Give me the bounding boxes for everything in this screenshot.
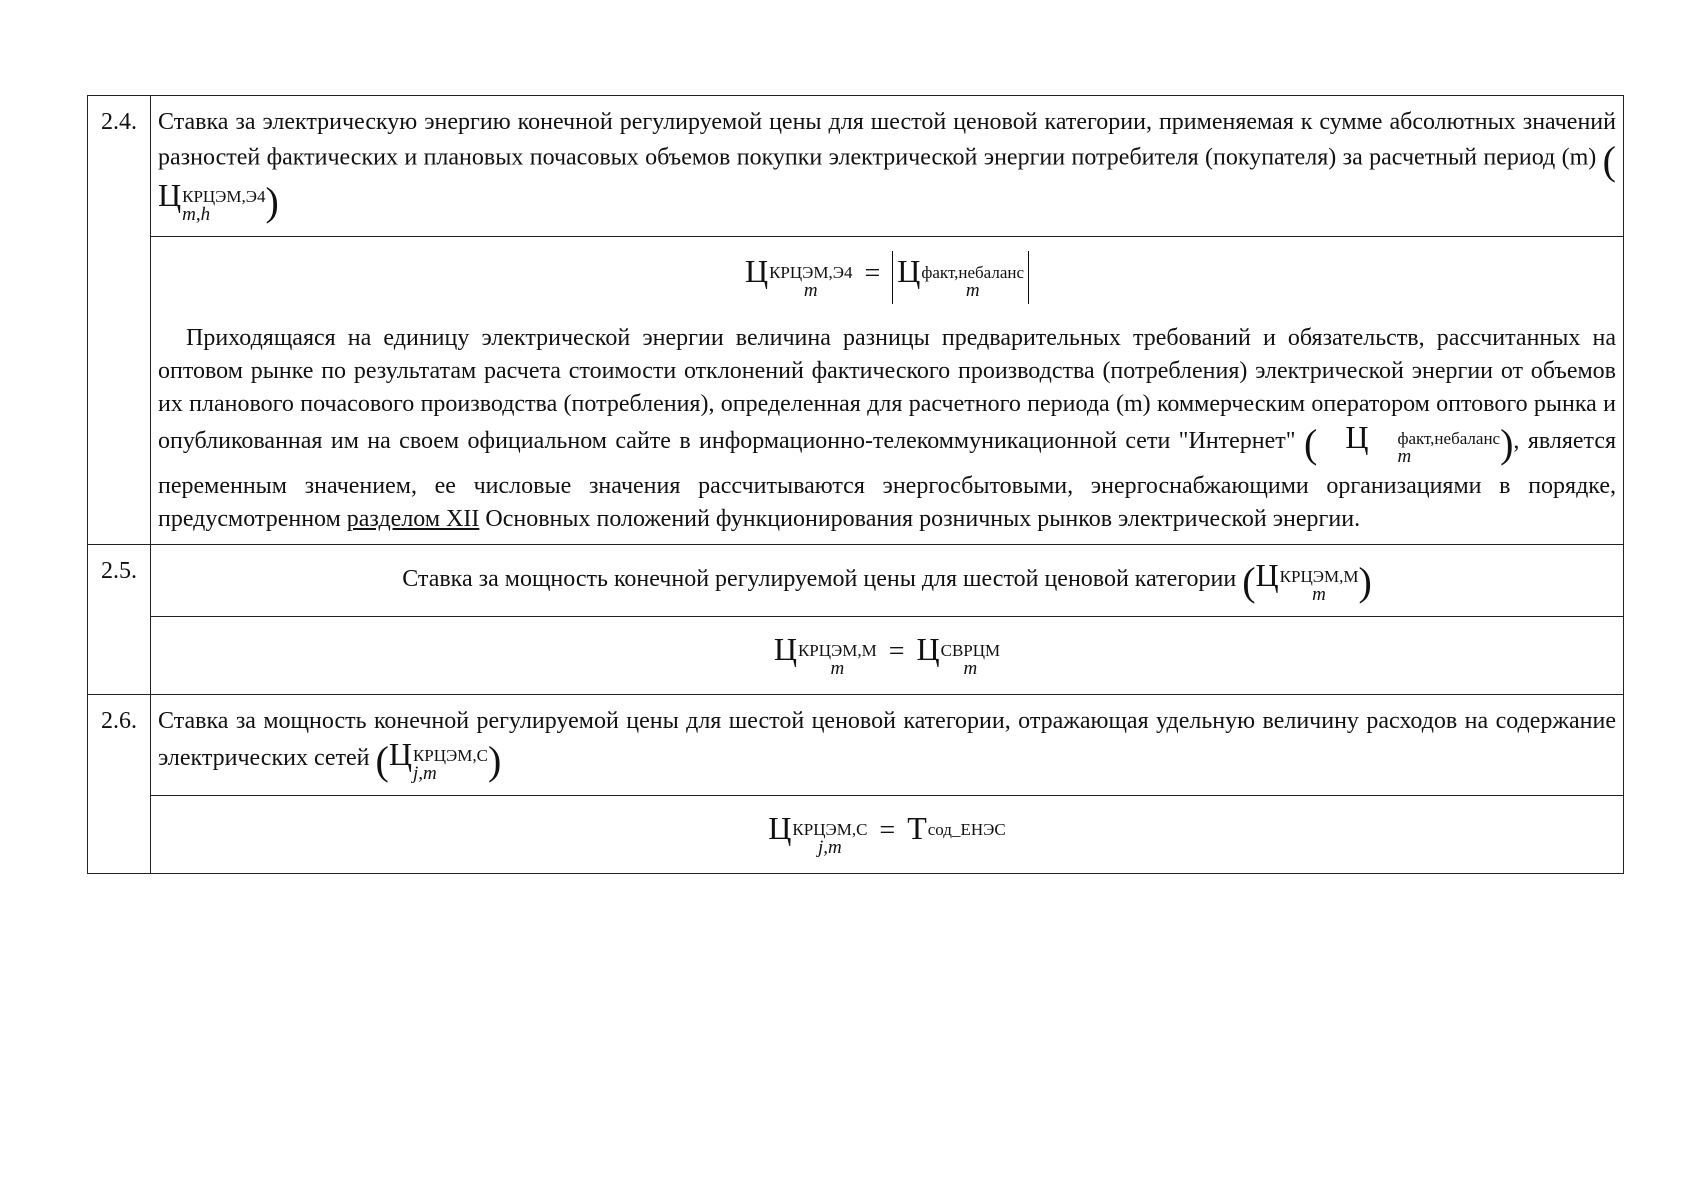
formula-symbol: Ц факт,небаланс m xyxy=(1345,419,1501,467)
formula xyxy=(151,237,1623,316)
equals-sign: = xyxy=(879,815,896,846)
row-2-5-title xyxy=(88,545,1624,617)
formula-symbol: Ц КРЦЭМ,C j,m xyxy=(388,736,488,784)
formula-lhs: Ц КРЦЭМ,C j,m xyxy=(768,810,868,858)
formula-rhs: Т сод_ЕНЭС xyxy=(907,810,1006,846)
row-number: 2.4. xyxy=(88,96,151,545)
formula-symbol: Ц КРЦЭМ,М m xyxy=(1255,557,1359,605)
rates-table xyxy=(87,95,1624,874)
row-2-6-title xyxy=(88,695,1624,796)
formula xyxy=(151,796,1623,873)
explanation-paragraph: Приходящаяся на единицу электрической энергии величина разницы предварительных требований и обязательств, рассчитанных на оптовом рынке по результатам расчета стоимости отклонений фактического производства (потребления) электрической энергии от объемов их планового почасового производства (потребления), определенная для расчетного периода (m) коммерческим оператором оптового рынка и опубликованная им на своем официальном сайте в информационно-телекоммуникационной сети "Интернет" ( Ц факт,небаланс m ), является переменным значением, ее числовые значения рассчитываются энергосбытовыми, энергоснабжающими организациями в порядке, предусмотренном разделом XII Основных положений функционирования розничных рынков электрической энергии. xyxy=(158,325,1617,532)
row-title: Ставка за мощность конечной регулируемой цены для шестой ценовой категории, отражающая удельную величину расходов на содержание электрических сетей ( Ц КРЦЭМ,C j,m ) xyxy=(151,695,1623,795)
row-2-6-body xyxy=(88,796,1624,874)
row-2-5-body xyxy=(88,617,1624,695)
row-title: Ставка за мощность конечной регулируемой цены для шестой ценовой категории ( Ц КРЦЭМ,М m ) xyxy=(151,545,1623,616)
row-title-text: Ставка за электрическую энергию конечной регулируемой цены для шестой ценовой категории, применяемая к сумме абсолютных значений разностей фактических и плановых почасовых объемов покупки электрической энергии потребителя (покупателя) за расчетный период (m) xyxy=(158,109,1616,171)
absolute-value xyxy=(892,251,1029,304)
row-body-cell xyxy=(151,796,1624,874)
row-title-cell xyxy=(151,545,1624,617)
row-body-cell xyxy=(151,237,1624,545)
section-link[interactable]: разделом XII xyxy=(346,506,480,532)
row-number: 2.5. xyxy=(88,545,151,695)
row-number: 2.6. xyxy=(88,695,151,874)
row-body-cell xyxy=(151,617,1624,695)
formula-symbol: Ц КРЦЭМ,Э4 m,h xyxy=(158,177,266,225)
formula xyxy=(151,617,1623,694)
row-title-cell xyxy=(151,96,1624,237)
row-title-text: Ставка за мощность конечной регулируемой цены для шестой ценовой категории xyxy=(402,566,1237,592)
formula-rhs: Ц факт,небаланс m xyxy=(897,253,1025,301)
formula-rhs: Ц СВРЦМ m xyxy=(916,631,1001,679)
row-2-4-title xyxy=(88,96,1624,237)
equals-sign: = xyxy=(888,636,905,667)
row-title-cell xyxy=(151,695,1624,796)
row-2-4-body xyxy=(88,237,1624,545)
row-title: Ставка за электрическую энергию конечной регулируемой цены для шестой ценовой категории, применяемая к сумме абсолютных значений разностей фактических и плановых почасовых объемов покупки электрической энергии потребителя (покупателя) за расчетный период (m) ( Ц КРЦЭМ,Э4 m,h ) xyxy=(151,96,1623,236)
equals-sign: = xyxy=(864,258,881,289)
row-title-text: Ставка за мощность конечной регулируемой цены для шестой ценовой категории, отражающая удельную величину расходов на содержание электрических сетей xyxy=(158,708,1616,771)
formula-lhs: Ц КРЦЭМ,М m xyxy=(773,631,877,679)
formula-lhs: Ц КРЦЭМ,Э4 m xyxy=(744,253,853,301)
